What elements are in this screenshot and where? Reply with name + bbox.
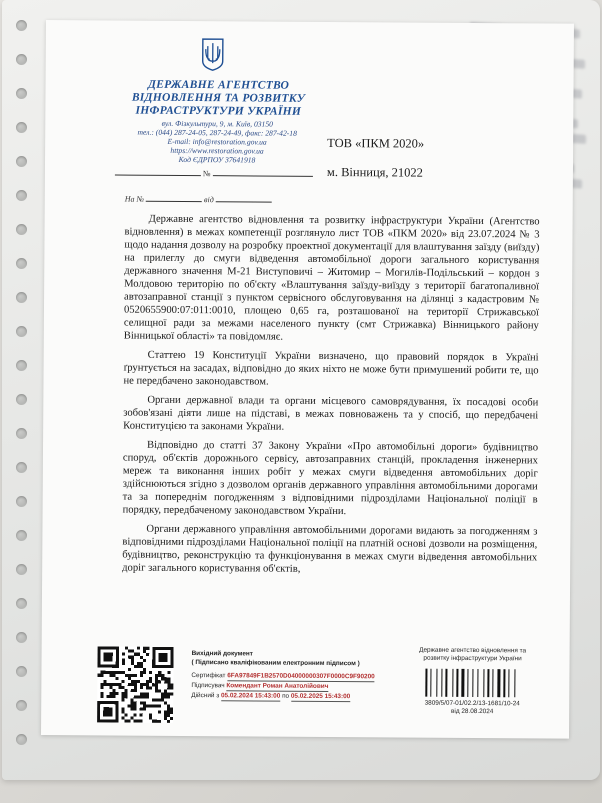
barcode-bar <box>445 669 447 697</box>
barcode-bar <box>510 669 513 697</box>
punch-hole <box>16 734 27 745</box>
barcode-bar <box>461 669 464 697</box>
reg-number-sign: № <box>202 169 211 179</box>
barcode-bar <box>425 669 427 697</box>
addressee-company: ТОВ «ПКМ 2020» <box>327 135 425 151</box>
ref-number-label: На № <box>124 194 145 204</box>
barcode-bar <box>506 669 507 697</box>
body-paragraph: Органи державного управління автомобільними дорогами видають за погодженням з відповідними підрозділами Національної поліції на платній основі дозволи на розміщення, будівництво, реконструкцію та функціонування в межах смуги відведення автомобільних доріг загального користування об'єктів, <box>122 523 538 575</box>
ref-date-label: від <box>204 195 214 205</box>
agency-contacts <box>107 118 327 165</box>
stamp-reg-number: 3809/5/07-01/02.2/13-1681/10-24 <box>424 699 520 708</box>
contact-email: E-mail: info@restoration.gov.ua <box>167 136 267 147</box>
barcode-bar <box>454 669 455 697</box>
punch-hole <box>16 122 27 133</box>
barcode-bar <box>508 669 509 697</box>
blank-line <box>115 166 201 176</box>
barcode-bar <box>474 669 476 697</box>
punch-hole <box>16 598 27 609</box>
agency-name <box>103 78 333 119</box>
blank-line <box>146 193 202 202</box>
punch-hole <box>16 428 27 439</box>
contact-website: https://www.restoration.gov.ua <box>170 145 264 156</box>
barcode-bar <box>432 669 435 697</box>
punch-hole <box>16 496 27 507</box>
punch-hole <box>16 632 27 643</box>
punch-hole <box>16 292 27 303</box>
agency-line: ВІДНОВЛЕННЯ ТА РОЗВИТКУ <box>131 91 306 105</box>
punch-hole <box>16 190 27 201</box>
agency-line: ІНФРАСТРУКТУРИ УКРАЇНИ <box>135 104 302 118</box>
barcode-bar <box>485 669 486 697</box>
cert-value: 6FA97849F1B2570D04000000307F0000C9F90200 <box>227 672 375 681</box>
barcode-bar <box>503 669 505 697</box>
document-footer <box>41 636 570 730</box>
cert-label: Сертифікат <box>191 672 226 680</box>
barcode-bar <box>443 669 444 697</box>
qr-code-icon <box>97 646 174 723</box>
barcode-bar <box>436 669 437 697</box>
barcode-bar <box>477 669 478 697</box>
body-paragraph: Відповідно до статті 37 Закону України «Про автомобільні дороги» будівництво споруд, об'єктів дорожнього сервісу, автозаправних станцій, прокладення інженерних мереж та виконання інших робіт у межах смуги відведення автомобільних доріг здійснюються згідно з дозволом органів державного управління автомобільними дорогами та за попереднім погодженням з відповідними підрозділами Національної поліції в порядку, передбаченому законодавством України. <box>122 439 539 518</box>
punch-hole <box>16 326 27 337</box>
punch-hole <box>16 564 27 575</box>
barcode-bar <box>487 669 489 697</box>
barcode-bar <box>430 669 431 697</box>
body-paragraph: Державне агентство відновлення та розвитку інфраструктури України (Агентство відновлення) в межах компетенції розглянуло лист ТОВ «ПКМ 2020» від 23.07.2024 № 3 щодо надання дозволу на розробку проектної документації для влаштування заїзду (виїзду) на прилеглу до смуги відведення автомобільної дороги загального користування державного значення М-21 Виступовичі – Житомир – Могилів-Подільський – кордон з Молдовою територію по об'єкту «Влаштування заїзду-виїзду з території багатопаливної автозаправної станції з пунктом сервісного обслуговування на ділянці з кадастровим № 0520655900:07:011:0010, площею 0,65 га, розташованої на території Стрижавської селищної ради за межами населеного пункту (смт Стрижавка) Вінницького району Вінницької області» та повідомляє. <box>123 213 540 343</box>
barcode-bar <box>456 669 458 697</box>
barcode-bar <box>428 669 429 697</box>
punch-hole <box>16 360 27 371</box>
barcode-bar <box>438 669 440 697</box>
punch-hole <box>16 394 27 405</box>
contact-edrpou: Код ЄДРПОУ 37641918 <box>178 154 256 165</box>
stamp-org-line: Державне агентство відновлення та <box>419 646 527 655</box>
incoming-ref-line <box>125 193 355 206</box>
punch-hole <box>16 20 27 31</box>
signed-note: ( Підписано кваліфікованим електронним підписом ) <box>191 659 360 668</box>
barcode-bar <box>459 669 460 697</box>
barcode-bar <box>514 669 515 697</box>
outgoing-reg-line <box>115 166 355 179</box>
barcode-bar <box>441 669 442 697</box>
barcode-bar <box>501 669 502 697</box>
punch-hole <box>16 54 27 65</box>
barcode-bar <box>494 669 496 697</box>
punch-hole <box>16 700 27 711</box>
barcode-bar <box>465 669 466 697</box>
barcode-icon <box>397 668 547 697</box>
signer-label: Підписувач <box>191 682 225 690</box>
punch-hole <box>16 156 27 167</box>
registration-stamp <box>397 646 547 716</box>
barcode-bar <box>483 669 484 697</box>
valid-from-label: Дійсний з <box>191 692 220 700</box>
validity-row <box>191 691 401 702</box>
valid-to-value: 05.02.2025 15:43:00 <box>290 692 351 701</box>
barcode-bar <box>516 669 518 697</box>
doc-type-label: Вихідний документ <box>191 650 253 658</box>
e-signature-block <box>191 649 401 702</box>
barcode-bar <box>479 669 482 697</box>
document-page <box>41 20 574 739</box>
letter-body <box>122 213 540 584</box>
punch-hole <box>16 258 27 269</box>
barcode-bar <box>492 669 493 697</box>
barcode-bar <box>472 669 473 697</box>
body-paragraph: Органи державної влади та органи місцевого самоврядування, їх посадові особи зобов'язані діяти лише на підставі, в межах повноважень та у спосіб, що передбачені Конституцією та законами України. <box>123 394 539 433</box>
valid-to-label: по <box>282 692 290 700</box>
contact-phone: тел.: (044) 287-24-05, 287-24-49, факс: 287-42-18 <box>137 127 297 138</box>
stamp-date: від 28.08.2024 <box>451 707 494 716</box>
body-paragraph: Статтею 19 Конституції України визначено, що правовий порядок в Україні ґрунтується на засадах, відповідно до яких ніхто не може бути примушений робити те, що не передбачено законодавством. <box>123 349 539 388</box>
signer-value: Комендант Роман Анатолійович <box>226 682 329 690</box>
valid-from-value: 05.02.2024 15:43:00 <box>220 692 281 700</box>
punch-hole <box>16 224 27 235</box>
blank-line <box>216 193 272 202</box>
blank-line <box>213 167 313 177</box>
punch-hole <box>16 530 27 541</box>
barcode-bar <box>497 669 500 697</box>
punch-hole <box>16 88 27 99</box>
trident-emblem-icon <box>201 37 225 71</box>
barcode-bar <box>452 669 453 697</box>
punch-hole <box>16 666 27 677</box>
stamp-org-line: розвитку інфраструктури України <box>423 654 522 663</box>
addressee-block <box>327 136 527 195</box>
agency-line: ДЕРЖАВНЕ АГЕНТСТВО <box>147 78 290 92</box>
addressee-city: м. Вінниця, 21022 <box>326 164 423 180</box>
punch-hole <box>16 462 27 473</box>
barcode-bar <box>448 669 451 697</box>
barcode-bar <box>467 669 468 697</box>
barcode-bar <box>469 669 471 697</box>
contact-address: вул. Фізкультури, 9, м. Київ, 03150 <box>161 118 273 129</box>
barcode-bar <box>490 669 491 697</box>
punch-holes <box>16 20 32 760</box>
